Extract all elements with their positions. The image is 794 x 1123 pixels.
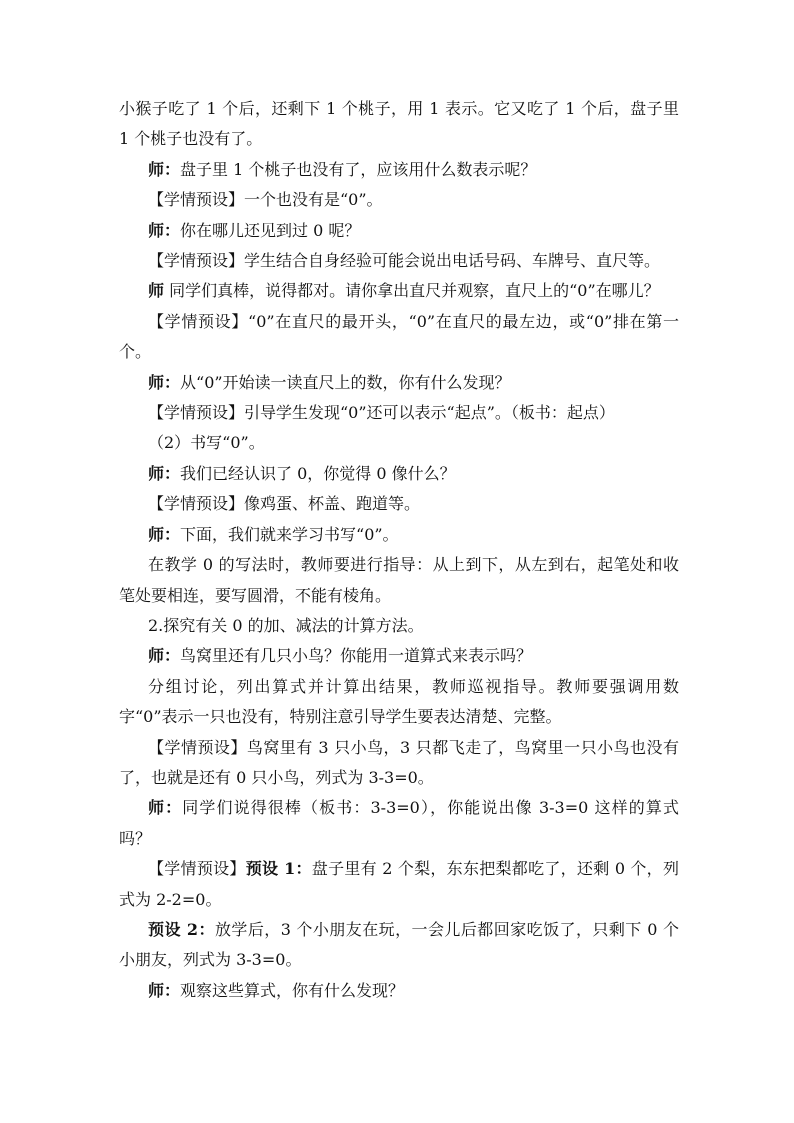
text-run: 【学情预设】鸟窝里有 3 只小鸟，3 只都飞走了，鸟窝里一只小鸟也没有了，也就是还有 0 只小鸟，列式为 3-3=0。 — [119, 737, 679, 787]
text-run: 从“0”开始读一读直尺上的数，你有什么发现？ — [180, 372, 511, 392]
paragraph — [119, 155, 679, 185]
paragraph — [119, 793, 679, 854]
speaker-label: 师： — [148, 159, 181, 179]
text-run: 【学情预设】 — [148, 859, 246, 879]
text-run: 【学情预设】“0”在直尺的最开头，“0”在直尺的最左边，或“0”排在第一个。 — [119, 311, 679, 362]
paragraph — [119, 915, 679, 976]
preset-label: 预设 1： — [245, 859, 312, 879]
text-run: 放学后，3 个小朋友在玩，一会儿后都回家吃饭了，只剩下 0 个小朋友，列式为 3-3=0。 — [119, 919, 679, 970]
text-run: 【学情预设】学生结合自身经验可能会说出电话号码、车牌号、直尺等。 — [148, 251, 661, 271]
text-run: 鸟窝里还有几只小鸟？你能用一道算式来表示吗？ — [180, 646, 533, 666]
paragraph — [119, 246, 679, 276]
paragraph — [119, 733, 679, 794]
text-run: 你在哪儿还见到过 0 呢？ — [180, 220, 361, 240]
paragraph — [119, 276, 679, 306]
speaker-label: 师： — [148, 220, 181, 240]
preset-label: 预设 2： — [148, 919, 215, 939]
paragraph — [119, 520, 679, 550]
speaker-label: 师： — [148, 372, 181, 392]
paragraph — [119, 976, 679, 1006]
text-run: 盘子里 1 个桃子也没有了，应该用什么数表示呢？ — [180, 159, 537, 179]
text-run: 2.探究有关 0 的加、减法的计算方法。 — [148, 615, 424, 635]
text-run: 【学情预设】引导学生发现“0”还可以表示“起点”。（板书：起点） — [148, 403, 615, 423]
speaker-label: 师： — [148, 798, 183, 818]
paragraph — [119, 398, 679, 428]
paragraph — [119, 611, 679, 641]
paragraph — [119, 428, 679, 458]
paragraph — [119, 641, 679, 671]
text-run: （2）书写“0”。 — [148, 433, 265, 453]
paragraph — [119, 550, 679, 611]
text-run: 下面，我们就来学习书写“0”。 — [180, 524, 399, 544]
speaker-label: 师： — [148, 980, 181, 1000]
paragraph — [119, 307, 679, 368]
paragraph — [119, 489, 679, 519]
speaker-label: 师 — [148, 281, 165, 301]
speaker-label: 师： — [148, 463, 181, 483]
text-run: 在教学 0 的写法时，教师要进行指导：从上到下，从左到右，起笔处和收笔处要相连，要写圆滑，不能有棱角。 — [119, 555, 679, 605]
paragraph — [119, 216, 679, 246]
text-run: 我们已经认识了 0，你觉得 0 像什么？ — [180, 463, 456, 483]
text-run: 小猴子吃了 1 个后，还剩下 1 个桃子，用 1 表示。它又吃了 1 个后，盘子里 1 个桃子也没有了。 — [119, 99, 679, 149]
text-run: 观察这些算式，你有什么发现？ — [180, 980, 405, 1000]
text-run: 【学情预设】像鸡蛋、杯盖、跑道等。 — [148, 494, 421, 514]
paragraph — [119, 368, 679, 398]
text-run: 同学们说得很棒（板书：3-3=0），你能说出像 3-3=0 这样的算式吗？ — [119, 798, 679, 848]
text-run: 同学们真棒，说得都对。请你拿出直尺并观察，直尺上的“0”在哪儿？ — [164, 281, 660, 301]
speaker-label: 师： — [148, 646, 181, 666]
paragraph — [119, 94, 679, 155]
text-run: 盘子里有 2 个梨，东东把梨都吃了，还剩 0 个，列式为 2-2=0。 — [119, 859, 679, 909]
paragraph — [119, 672, 679, 733]
text-run: 【学情预设】一个也没有是“0”。 — [148, 190, 383, 210]
paragraph — [119, 185, 679, 215]
text-run: 分组讨论，列出算式并计算出结果，教师巡视指导。教师要强调用数字“0”表示一只也没有，特别注意引导学生要表达清楚、完整。 — [119, 676, 679, 727]
paragraph — [119, 459, 679, 489]
paragraph — [119, 854, 679, 915]
document-page — [119, 94, 679, 1006]
speaker-label: 师： — [148, 524, 181, 544]
